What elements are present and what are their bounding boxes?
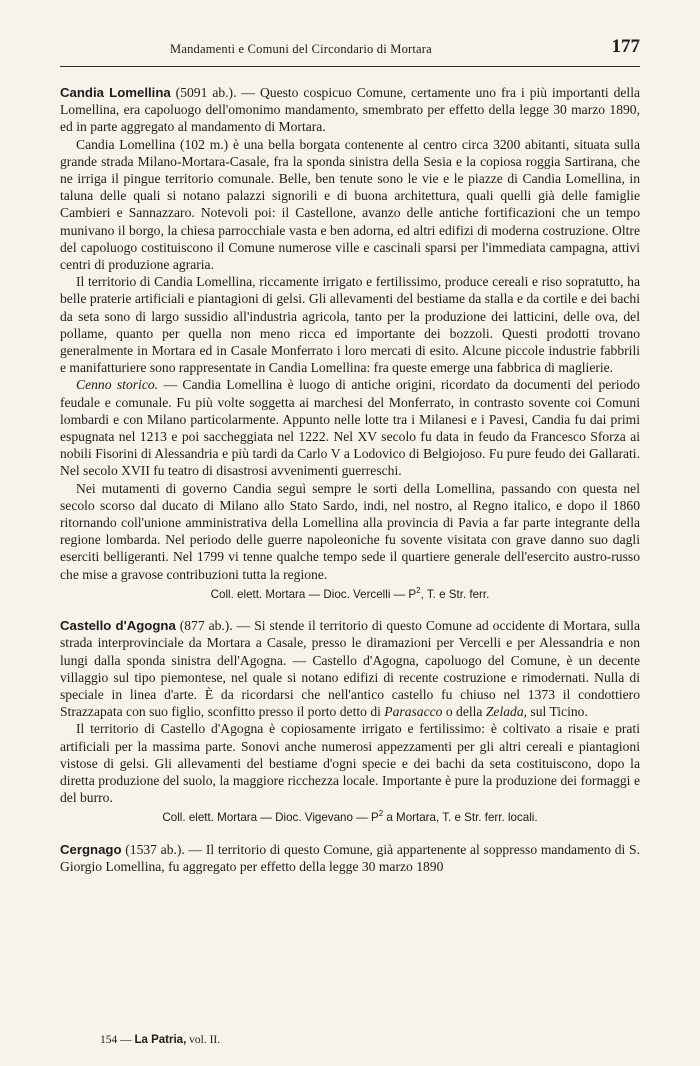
running-title: Mandamenti e Comuni del Circondario di Mortara <box>170 42 432 56</box>
section-label: Cenno storico. <box>76 377 159 393</box>
paragraph: Il territorio di Candia Lomellina, riccamente irrigato e fertilissimo, produce cereali e riso sopratutto, ha belle praterie artificiali e piantagioni di gelsi. Gli allevamenti del bestiame da stalla e da cortile e dei bachi da seta sono di largo sussidio all'industria agricola, tanto per la produzione dei latticini, delle ova, del pollame, quanto per quella non meno ricca ed importante dei bozzoli. Questi prodotti trovano generalmente in Mortara ed in Casale Monferrato i loro mercati di esito. Alcune piccole industrie fabbrili e manifatturiere sono rappresentate in Candia Lomellina: fra queste emerge una fabbrica di maglierie. <box>60 274 640 376</box>
entry-paragraph <box>60 617 640 720</box>
page-number: 177 <box>611 36 640 57</box>
paragraph <box>60 376 640 479</box>
entry-meta <box>60 586 640 603</box>
meta-superscript: 2 <box>416 586 421 596</box>
italic-place: Zelada <box>485 704 524 720</box>
entry-paragraph <box>60 841 640 875</box>
paragraph: Nei mutamenti di governo Candia seguì sempre le sorti della Lomellina, passando con questa nel secolo scorso dal ducato di Milano allo Stato Sardo, indi, nel nostro, al Regno italico, e dopo il 1860 ritornando coll'unione amministrativa della Lomellina alla provincia di Pavia a far parte integrante della regione lombarda. Nel periodo delle guerre napoleoniche fu sovente visitata con grave danno suo dagli eserciti belligeranti. Nel 1799 vi tenne qualche tempo sede il quartiere generale dell'esercito austro-russo che mise a gravose contribuzioni tutta la regione. <box>60 480 640 582</box>
meta-text: , T. e Str. ferr. <box>420 587 490 601</box>
page-body <box>60 74 640 875</box>
paragraph-text: (5091 ab.). — Questo cospicuo Comune, certamente uno fra i più importanti della Lomellina, era capoluogo dell'omonimo mandamento, smembrato per effetto della legge 30 marzo 1890, ed in parte aggregato al mandamento di Mortara. <box>60 85 641 135</box>
running-head <box>60 36 640 62</box>
paragraph-text: (1537 ab.). — Il territorio di questo Comune, già appartenente al soppresso mandamento di S. Giorgio Lomellina, fu aggregato per effetto della legge 30 marzo 1890 <box>60 841 640 874</box>
paragraph-text: — Candia Lomellina è luogo di antiche origini, ricordato da documenti del periodo feudale e comunale. Fu più volte soggetta ai marchesi del Monferrato, in contrasto sovente coi Comuni lombardi e con Milano particolarmente. Appunto nelle lotte tra i Milanesi e i Pavesi, Candia fu dai primi espugnata nel 1213 e poi saccheggiata nel 1222. Nel XV secolo fu data in feudo da Francesco Sforza ai nobili Fisorini di Alessandria e più tardi da Carlo V a Lodovico di Belgiojoso. Fu pure feudo dei Gallarati. Nel secolo XVII fu teatro di disastrosi avvenimenti guerreschi. <box>60 377 640 479</box>
page-footer <box>100 1034 220 1046</box>
footer-volume: vol. II. <box>189 1034 221 1046</box>
entry-meta <box>60 809 640 826</box>
paragraph: Il territorio di Castello d'Agogna è copiosamente irrigato e fertilissimo: è coltivato a risaie e prati artificiali per la massima parte. Sonovi anche numerosi appezzamenti per gli altri cereali e piantagioni vistose di gelsi. Gli allevamenti del bestiame d'ogni specie e dei bachi da seta costituiscono, dopo la diretta produzione del suolo, la maggiore ricchezza locale. Importante è pure la produzione dei formaggi e del burro. <box>60 721 640 806</box>
meta-text: a Mortara, T. e Str. ferr. locali. <box>383 811 538 825</box>
footer-signature: 154 — <box>100 1034 132 1046</box>
meta-text: Coll. elett. Mortara — Dioc. Vigevano — P <box>162 811 379 825</box>
paragraph-text: , sul Ticino. <box>523 704 588 720</box>
meta-superscript: 2 <box>378 809 384 819</box>
italic-place: Parasacco <box>384 704 443 720</box>
entry-title: Cergnago <box>60 841 122 857</box>
footer-title: La Patria, <box>134 1034 187 1046</box>
entry-paragraph <box>60 84 640 136</box>
header-rule <box>60 66 640 67</box>
paragraph-text: (877 ab.). — Si stende il territorio di questo Comune ad occidente di Mortara, sulla strada interprovinciale da Mortara a Casale, presso le diramazioni per Vercelli e per Alessandria e non lungi dalla sponda sinistra dell'Agogna. — Castello d'Agogna, capoluogo del Comune, è un decente villaggio sul tipo piemontese, nel quale si notano edifizi di recente costruzione e rimodernati. Nulla di speciale in linea d'arte. È da ricordarsi che nell'antico castello fu chiuso nel 1373 il condottiero Strazzapata con suo figlio, sconfitto presso il porto detto di <box>60 618 640 720</box>
entry-title: Castello d'Agogna <box>60 618 176 634</box>
meta-text: Coll. elett. Mortara — Dioc. Vercelli — P <box>210 587 417 601</box>
entry-title: Candia Lomellina <box>60 85 171 100</box>
paragraph-text: o della <box>442 704 486 720</box>
paragraph: Candia Lomellina (102 m.) è una bella borgata contenente al centro circa 3200 abitanti, situata sulla grande strada Milano-Mortara-Casale, fra la sponda sinistra della Sesia e la copiosa roggia Sartirana, che ne irriga il pingue territorio comunale. Belle, ben tenute sono le vie e le piazze di Candia Lomellina, in taluna delle quali si notano palazzi signorili e di buona architettura, quali quelli già delle famiglie Cambieri e Sannazzaro. Notevoli poi: il Castellone, avanzo delle antiche fortificazioni che un tempo munivano il borgo, la chiesa parrocchiale vasta e ben adorna, ed altri edifizi di moderna costruzione. Oltre del capoluogo costituiscono il Comune numerose ville e cascinali sparsi per l'immediata campagna, attivi centri di produzione agraria. <box>60 136 640 273</box>
